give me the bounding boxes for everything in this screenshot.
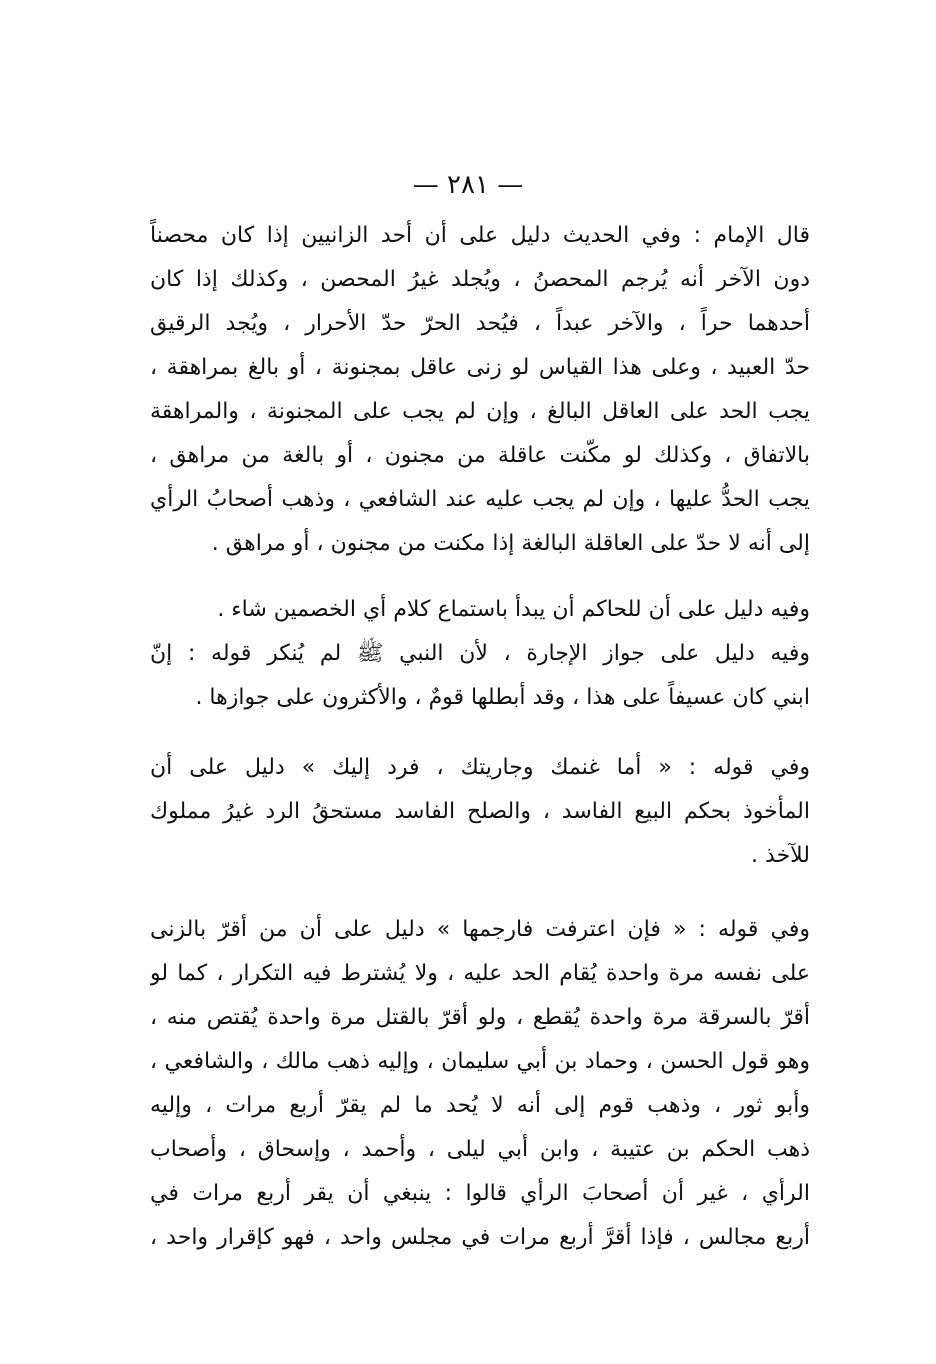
text-line: يجب الحد على العاقل البالغ ، وإن لم يجب على المجنونة ، والمراهقة bbox=[150, 399, 810, 424]
paragraph-2 bbox=[150, 588, 810, 632]
text-line: وهو قول الحسن ، وحماد بن أبي سليمان ، وإليه ذهب مالك ، والشافعي ، bbox=[150, 1049, 810, 1074]
text-line: أقرّ بالسرقة مرة واحدة يُقطع ، ولو أقرّ بالقتل مرة واحدة يُقتص منه ، bbox=[150, 1005, 810, 1030]
text-line: المأخوذ بحكم البيع الفاسد ، والصلح الفاسد مستحقُ الرد غيرُ مملوك bbox=[150, 799, 810, 824]
text-line: الرأي ، غير أن أصحابَ الرأي قالوا : ينبغي أن يقر أربع مرات في bbox=[150, 1181, 810, 1206]
text-line: ابني كان عسيفاً على هذا ، وقد أبطلها قومٌ ، والأكثرون على جوازها . bbox=[195, 685, 810, 710]
text-line: يجب الحدُّ عليها ، وإن لم يجب عليه عند الشافعي ، وذهب أصحابُ الرأي bbox=[150, 487, 810, 512]
text-line: على نفسه مرة واحدة يُقام الحد عليه ، ولا يُشترط فيه التكرار ، كما لو bbox=[150, 961, 810, 986]
text-line: بالاتفاق ، وكذلك لو مكّنت عاقلة من مجنون ، أو بالغة من مراهق ، bbox=[150, 443, 810, 468]
text-line: أربع مجالس ، فإذا أقرَّ أربع مرات في مجلس واحد ، فهو كإقرار واحد ، bbox=[150, 1225, 810, 1250]
text-line: وفي قوله : « أما غنمك وجاريتك ، فرد إليك » دليل على أن bbox=[150, 755, 810, 780]
paragraph-1 bbox=[150, 214, 810, 566]
paragraph-4 bbox=[150, 746, 810, 878]
paragraph-3 bbox=[150, 632, 810, 720]
page-number: — ٢٨١ — bbox=[412, 170, 524, 200]
text-line: وفيه دليل على جواز الإجارة ، لأن النبي ﷺ لم يُنكر قوله : إنّ bbox=[150, 641, 810, 666]
text-line: وأبو ثور ، وذهب قوم إلى أنه لا يُحد ما لم يقرّ أربع مرات ، وإليه bbox=[150, 1093, 810, 1118]
text-line: ذهب الحكم بن عتيبة ، وابن أبي ليلى ، وأحمد ، وإسحاق ، وأصحاب bbox=[150, 1137, 810, 1162]
paragraph-gap bbox=[150, 566, 810, 588]
text-line: قال الإمام : وفي الحديث دليل على أن أحد الزانيين إذا كان محصناً bbox=[150, 223, 810, 248]
text-line: دون الآخر أنه يُرجم المحصنُ ، ويُجلد غيرُ المحصن ، وكذلك إذا كان bbox=[150, 267, 810, 292]
text-line: للآخذ . bbox=[751, 843, 810, 868]
body-text bbox=[150, 214, 810, 1260]
paragraph-5 bbox=[150, 908, 810, 1260]
paragraph-gap bbox=[150, 720, 810, 746]
text-line: أحدهما حراً ، والآخر عبداً ، فيُحد الحرّ حدّ الأحرار ، ويُجد الرقيق bbox=[150, 311, 810, 336]
text-line: وفي قوله : « فإن اعترفت فارجمها » دليل على أن من أقرّ بالزنى bbox=[150, 917, 810, 942]
text-line: وفيه دليل على أن للحاكم أن يبدأ باستماع كلام أي الخصمين شاء . bbox=[217, 597, 810, 622]
text-line: إلى أنه لا حدّ على العاقلة البالغة إذا مكنت من مجنون ، أو مراهق . bbox=[211, 531, 810, 556]
paragraph-gap bbox=[150, 878, 810, 908]
text-line: حدّ العبيد ، وعلى هذا القياس لو زنى عاقل بمجنونة ، أو بالغ بمراهقة ، bbox=[150, 355, 810, 380]
